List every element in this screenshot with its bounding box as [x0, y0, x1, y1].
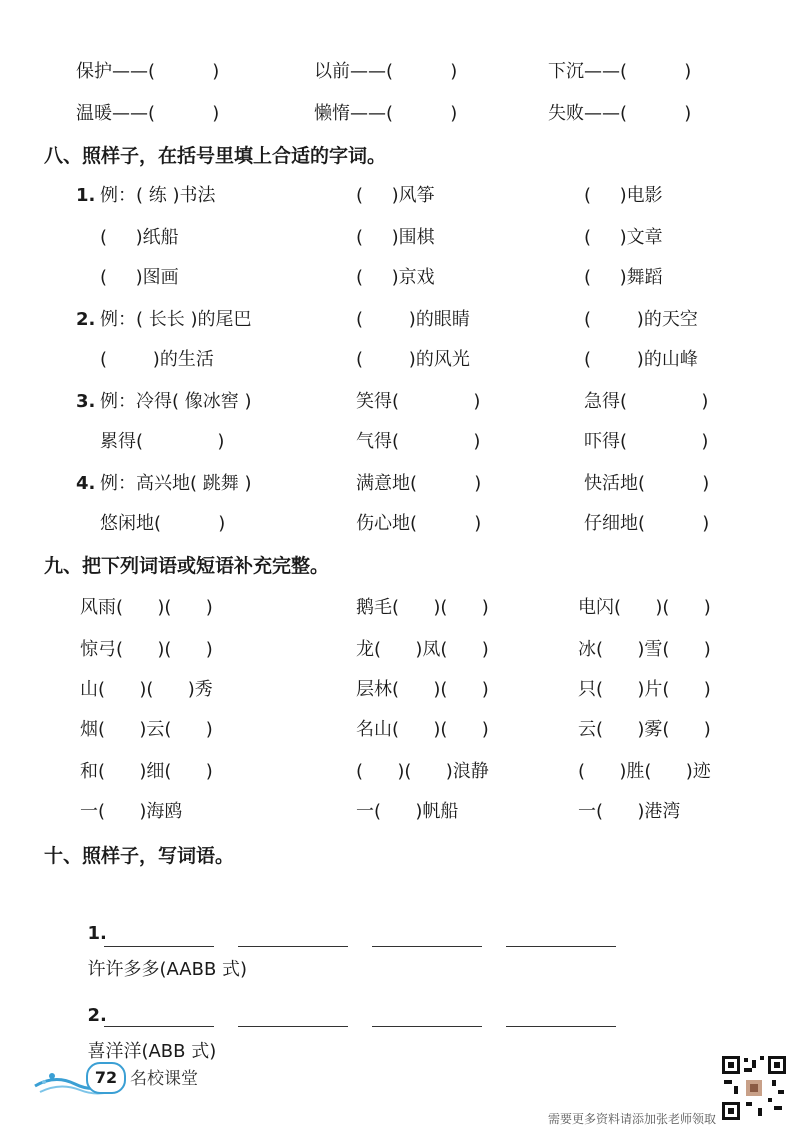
fill-item: ( )的山峰 [584, 349, 698, 370]
answer-line[interactable] [372, 1026, 482, 1027]
fill-item: 累得( ) [100, 431, 225, 452]
fill-item: 仔细地( ) [584, 513, 710, 534]
fill-item: ( )文章 [584, 227, 663, 248]
phrase-row-1 [0, 590, 800, 626]
phrase-item: 鹅毛( )( ) [356, 597, 489, 618]
section-8-title: 八、照样子，在括号里填上合适的字词。 [44, 145, 387, 167]
fill-item: ( )的眼睛 [356, 309, 470, 330]
fill-item: 例：高兴地( 跳舞 ) [100, 473, 252, 494]
fill-item: ( )电影 [584, 185, 663, 206]
phrase-row-6 [0, 794, 800, 830]
fill-item: ( )的生活 [100, 349, 214, 370]
phrase-row-3 [0, 672, 800, 708]
fill-item: 伤心地( ) [356, 513, 482, 534]
fill-item: ( )围棋 [356, 227, 435, 248]
fill-item: 笑得( ) [356, 391, 481, 412]
phrase-item: 只( )片( ) [578, 679, 711, 700]
q4-row-2 [0, 506, 800, 542]
phrase-item: ( )( )浪静 [356, 761, 489, 782]
question-number: 3. [76, 391, 96, 412]
fill-item: 例：冷得( 像冰窖 ) [100, 391, 252, 412]
answer-line[interactable] [506, 946, 616, 947]
fill-item: 快活地( ) [584, 473, 710, 494]
phrase-item: 层林( )( ) [356, 679, 489, 700]
q2-row-1 [0, 302, 800, 338]
phrase-row-4 [0, 712, 800, 748]
q4-row-1 [0, 466, 800, 502]
section-10-title: 十、照样子，写词语。 [44, 845, 235, 867]
section-9-title: 九、把下列词语或短语补充完整。 [44, 555, 330, 577]
fill-item: ( )京戏 [356, 267, 435, 288]
question-number: 4. [76, 473, 96, 494]
fill-item: 满意地( ) [356, 473, 482, 494]
q2-row-2 [0, 342, 800, 378]
answer-line[interactable] [104, 946, 214, 947]
phrase-item: 名山( )( ) [356, 719, 489, 740]
phrase-item: 一( )帆船 [356, 801, 459, 822]
fill-item: 急得( ) [584, 391, 709, 412]
page-number: 72 [86, 1062, 126, 1094]
phrase-row-2 [0, 632, 800, 668]
phrase-item: 冰( )雪( ) [578, 639, 711, 660]
q1-row-1 [0, 178, 800, 214]
phrase-item: ( )胜( )迹 [578, 761, 711, 782]
answer-line[interactable] [238, 946, 348, 947]
phrase-item: 山( )( )秀 [80, 679, 213, 700]
phrase-row-5 [0, 754, 800, 790]
phrase-item: 电闪( )( ) [578, 597, 711, 618]
antonym-row-2 [0, 96, 800, 132]
question-text: 许许多多(AABB 式) [87, 959, 248, 980]
question-number: 2. [76, 309, 96, 330]
fill-item: 例：( 练 )书法 [100, 185, 216, 206]
answer-line[interactable] [104, 1026, 214, 1027]
antonym-item: 温暖——( ) [76, 103, 220, 124]
fill-item: 例：( 长长 )的尾巴 [100, 309, 252, 330]
fill-item: 吓得( ) [584, 431, 709, 452]
answer-line[interactable] [372, 946, 482, 947]
phrase-item: 和( )细( ) [80, 761, 213, 782]
antonym-item: 下沉——( ) [548, 61, 692, 82]
phrase-item: 龙( )凤( ) [356, 639, 489, 660]
question-text: 喜洋洋(ABB 式) [87, 1041, 217, 1062]
antonym-item: 以前——( ) [314, 61, 458, 82]
phrase-item: 惊弓( )( ) [80, 639, 213, 660]
antonym-item: 失败——( ) [548, 103, 692, 124]
question-number: 1. [76, 185, 96, 206]
q1-row-3 [0, 260, 800, 296]
question-number: 1. [87, 923, 107, 944]
q1-row-2 [0, 220, 800, 256]
phrase-item: 风雨( )( ) [80, 597, 213, 618]
phrase-item: 烟( )云( ) [80, 719, 213, 740]
fill-item: ( )图画 [100, 267, 179, 288]
footer-note: 需要更多资料请添加张老师领取 [548, 1112, 717, 1126]
question-number: 2. [87, 1005, 107, 1026]
phrase-item: 云( )雾( ) [578, 719, 711, 740]
fill-item: ( )风筝 [356, 185, 435, 206]
page-footer [0, 1048, 800, 1132]
q3-row-2 [0, 424, 800, 460]
answer-line[interactable] [238, 1026, 348, 1027]
fill-item: ( )纸船 [100, 227, 179, 248]
fill-item: ( )舞蹈 [584, 267, 663, 288]
antonym-item: 保护——( ) [76, 61, 220, 82]
antonym-row-1 [0, 54, 800, 90]
fill-item: 气得( ) [356, 431, 481, 452]
phrase-item: 一( )港湾 [578, 801, 681, 822]
answer-line[interactable] [506, 1026, 616, 1027]
fill-item: ( )的风光 [356, 349, 470, 370]
antonym-item: 懒惰——( ) [314, 103, 458, 124]
fill-item: ( )的天空 [584, 309, 698, 330]
qr-code-icon [720, 1054, 788, 1122]
fill-item: 悠闲地( ) [100, 513, 226, 534]
brand-name: 名校课堂 [130, 1069, 198, 1089]
phrase-item: 一( )海鸥 [80, 801, 183, 822]
q3-row-1 [0, 384, 800, 420]
